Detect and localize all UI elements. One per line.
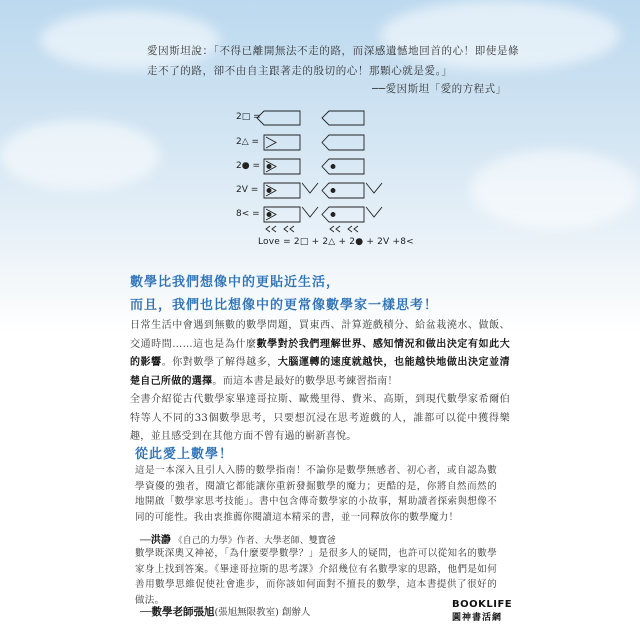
- circle-shape-right: [322, 159, 364, 174]
- love-equation: Love = 2□ + 2△ + 2● + 2V +8<: [258, 237, 414, 247]
- recommender-name: 洪瀞: [150, 535, 171, 546]
- quote-line: 愛因斯坦說：「不得已離開無法不走的路，而深感遺憾地回首的心！即使是條: [147, 45, 520, 57]
- equation-label: 8< =: [236, 209, 260, 219]
- equation-label: 2△ =: [236, 137, 260, 147]
- recommender-name: 數學老師張旭: [151, 606, 215, 618]
- equation-label: 2● =: [236, 161, 260, 171]
- recommendation-text: 這是一本深入且引人入勝的數學指南！不論你是數學無感者、初心者，或自認為數學資優的強者，閱讀它都能讓你重新發掘數學的魔力；更酷的是，你將自然而然的地開啟「數學家思考技能」。書中包含傳奇數學家的小故事，幫助讀者探索與想像不同的可能性。我由衷推薦你閱讀這本精采的書，並一同釋放你的數學魔力！: [135, 465, 497, 523]
- logo-text: BOOKLIFE: [452, 599, 513, 610]
- recommendation-text: 數學既深奧又神祕，「為什麼要學數學？」是很多人的疑問，也許可以從知名的數學家身上找到答案。《畢達哥拉斯的思考課》介紹幾位有名數學家的思路，他們是如何善用數學思維促使社會進步，而你該如何面對不擅長的數學，這本書提供了很好的做法。: [135, 548, 497, 606]
- triangle-shape-right: [322, 135, 364, 150]
- recommender-title: 《自己的力學》作者、大學老師、雙寶爸: [173, 536, 336, 546]
- arrow-shape-right: [322, 207, 382, 232]
- square-shape-left: [257, 111, 300, 125]
- body-paragraph: 全書介紹從古代數學家畢達哥拉斯、歐幾里得、費米、高斯，到現代數學家希爾伯特等人不同的33個數學思考，只要想沉浸在思考遊戲的人，誰都可以從中獲得樂趣，並且感受到在其他方面不曾有過的嶄新喜悅。: [130, 394, 510, 442]
- equation-label: 2□ =: [236, 112, 261, 122]
- quote-source: ──愛因斯坦「愛的方程式」: [372, 83, 507, 95]
- recommender-title: (張旭無限教室) 創辦人: [214, 607, 311, 618]
- booklife-logo: [452, 599, 512, 623]
- subheading: 從此愛上數學！: [135, 447, 234, 462]
- body-emphasis: 數學對於我們理解世界、感知情況和做出決定有如此大的影響: [130, 338, 510, 368]
- headline: [130, 271, 530, 317]
- body-paragraph: [130, 317, 510, 391]
- body-span: 日常生活中會遇到無數的數學問題，買東西、計算遊戲積分、給盆栽澆水、做飯、交通時間……這也是為什麼: [130, 320, 510, 350]
- quote-line: 走不了的路，卻不由自主跟著走的殷切的心！那顆心就是愛。」: [147, 65, 453, 77]
- circle-shape-left: [264, 159, 300, 174]
- body-emphasis: 大腦運轉的速度就越快，也能越快地做出決定並清楚自己所做的選擇: [130, 357, 510, 387]
- body-span: 。你對數學了解得越多，: [161, 357, 278, 368]
- body-text: [130, 317, 510, 447]
- logo-subtext: 圓神書活網: [452, 613, 503, 623]
- equation-label: 2V =: [236, 185, 259, 195]
- v-shape-left: [264, 183, 318, 198]
- recommender-signature: ──數學老師張旭(張旭無限教室) 創辦人: [140, 606, 311, 618]
- triangle-shape-left: [264, 135, 300, 150]
- arrow-shape-left: [264, 207, 318, 232]
- headline-line: 數學比我們想像中的更貼近生活，: [130, 275, 341, 290]
- body-span: 。而這本書是最好的數學思考練習指南！: [212, 375, 398, 387]
- v-shape-right: [322, 183, 382, 198]
- headline-line: 而且，我們也比想像中的更常像數學家一樣思考！: [130, 298, 439, 313]
- recommender-signature: ──洪瀞 《自己的力學》作者、大學老師、雙寶爸: [140, 535, 336, 546]
- square-shape-right: [322, 111, 364, 125]
